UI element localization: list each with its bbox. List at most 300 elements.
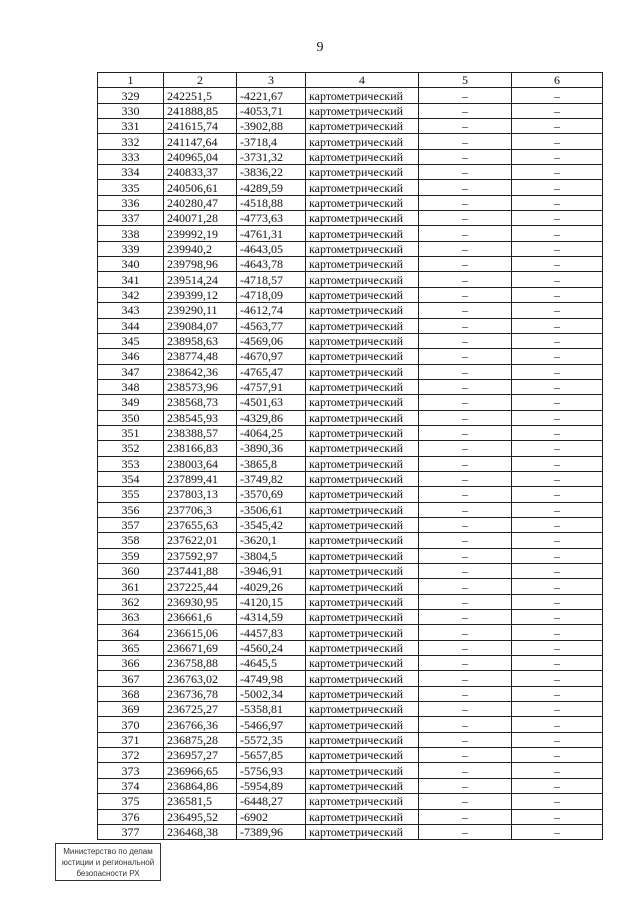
table-header-row bbox=[98, 73, 603, 88]
column-header: 1 bbox=[98, 73, 164, 88]
table-cell: 348 bbox=[98, 379, 164, 394]
table-cell: 240280,47 bbox=[164, 195, 237, 210]
table-cell: – bbox=[512, 625, 603, 640]
table-cell: – bbox=[419, 272, 512, 287]
table-cell: -4718,09 bbox=[237, 287, 306, 302]
table-cell: картометрический bbox=[306, 594, 419, 609]
table-cell: – bbox=[419, 410, 512, 425]
table-cell: -5756,93 bbox=[237, 763, 306, 778]
table-cell: -4457,83 bbox=[237, 625, 306, 640]
table-cell: – bbox=[512, 564, 603, 579]
table-cell: 236875,28 bbox=[164, 732, 237, 747]
table-cell: 359 bbox=[98, 548, 164, 563]
table-cell: -4289,59 bbox=[237, 180, 306, 195]
table-cell: 237803,13 bbox=[164, 487, 237, 502]
table-cell: 236661,6 bbox=[164, 610, 237, 625]
table-cell: 358 bbox=[98, 533, 164, 548]
table-cell: 238573,96 bbox=[164, 379, 237, 394]
table-cell: картометрический bbox=[306, 533, 419, 548]
table-cell: – bbox=[419, 257, 512, 272]
table-cell: – bbox=[419, 579, 512, 594]
table-cell: -4749,98 bbox=[237, 671, 306, 686]
table-cell: 366 bbox=[98, 656, 164, 671]
table-cell: -4670,97 bbox=[237, 349, 306, 364]
table-cell: – bbox=[419, 533, 512, 548]
table-row bbox=[98, 671, 603, 686]
table-row bbox=[98, 211, 603, 226]
table-cell: – bbox=[512, 257, 603, 272]
table-row bbox=[98, 333, 603, 348]
table-cell: картометрический bbox=[306, 211, 419, 226]
table-cell: – bbox=[419, 656, 512, 671]
table-cell: картометрический bbox=[306, 441, 419, 456]
table-cell: 330 bbox=[98, 103, 164, 118]
table-cell: картометрический bbox=[306, 195, 419, 210]
table-cell: – bbox=[512, 425, 603, 440]
table-cell: 363 bbox=[98, 610, 164, 625]
table-cell: 370 bbox=[98, 717, 164, 732]
table-row bbox=[98, 88, 603, 103]
table-cell: – bbox=[512, 548, 603, 563]
table-cell: – bbox=[419, 333, 512, 348]
table-cell: 239514,24 bbox=[164, 272, 237, 287]
table-cell: – bbox=[419, 165, 512, 180]
table-cell: картометрический bbox=[306, 318, 419, 333]
table-cell: 238774,48 bbox=[164, 349, 237, 364]
table-cell: 333 bbox=[98, 149, 164, 164]
table-cell: картометрический bbox=[306, 610, 419, 625]
table-cell: – bbox=[419, 748, 512, 763]
table-cell: картометрический bbox=[306, 134, 419, 149]
table-cell: 239798,96 bbox=[164, 257, 237, 272]
table-cell: картометрический bbox=[306, 257, 419, 272]
table-cell: 377 bbox=[98, 824, 164, 839]
table-cell: -3731,32 bbox=[237, 149, 306, 164]
table-cell: 238958,63 bbox=[164, 333, 237, 348]
table-cell: – bbox=[419, 195, 512, 210]
table-cell: -4560,24 bbox=[237, 640, 306, 655]
table-cell: картометрический bbox=[306, 502, 419, 517]
table-cell: 236957,27 bbox=[164, 748, 237, 763]
table-row bbox=[98, 149, 603, 164]
table-cell: 357 bbox=[98, 517, 164, 532]
table-cell: -3946,91 bbox=[237, 564, 306, 579]
table-cell: – bbox=[512, 471, 603, 486]
table-cell: картометрический bbox=[306, 517, 419, 532]
page-number: 9 bbox=[316, 40, 324, 55]
table-cell: картометрический bbox=[306, 732, 419, 747]
table-cell: – bbox=[512, 410, 603, 425]
table-cell: 237655,63 bbox=[164, 517, 237, 532]
table-cell: 236763,02 bbox=[164, 671, 237, 686]
table-cell: картометрический bbox=[306, 149, 419, 164]
table-cell: – bbox=[512, 195, 603, 210]
table-cell: картометрический bbox=[306, 640, 419, 655]
table-cell: 341 bbox=[98, 272, 164, 287]
table-cell: 240833,37 bbox=[164, 165, 237, 180]
table-cell: 236864,86 bbox=[164, 778, 237, 793]
table-cell: – bbox=[419, 610, 512, 625]
table-cell: – bbox=[419, 824, 512, 839]
table-cell: 340 bbox=[98, 257, 164, 272]
table-cell: – bbox=[512, 748, 603, 763]
table-cell: картометрический bbox=[306, 487, 419, 502]
table-cell: – bbox=[419, 379, 512, 394]
table-cell: – bbox=[512, 441, 603, 456]
table-cell: 369 bbox=[98, 702, 164, 717]
table-cell: -4757,91 bbox=[237, 379, 306, 394]
table-row bbox=[98, 732, 603, 747]
stamp-line: безопасности РХ bbox=[76, 869, 140, 878]
ministry-stamp bbox=[55, 843, 161, 881]
table-cell: -4569,06 bbox=[237, 333, 306, 348]
table-row bbox=[98, 625, 603, 640]
table-cell: 237706,3 bbox=[164, 502, 237, 517]
table-row bbox=[98, 195, 603, 210]
table-cell: 376 bbox=[98, 809, 164, 824]
table-cell: – bbox=[512, 226, 603, 241]
table-cell: картометрический bbox=[306, 410, 419, 425]
table-cell: 236615,06 bbox=[164, 625, 237, 640]
table-cell: 339 bbox=[98, 241, 164, 256]
table-cell: 242251,5 bbox=[164, 88, 237, 103]
table-cell: – bbox=[512, 349, 603, 364]
table-cell: 241615,74 bbox=[164, 119, 237, 134]
table-row bbox=[98, 564, 603, 579]
table-cell: 336 bbox=[98, 195, 164, 210]
table-cell: -5002,34 bbox=[237, 686, 306, 701]
table-row bbox=[98, 533, 603, 548]
table-cell: 332 bbox=[98, 134, 164, 149]
table-cell: 236758,88 bbox=[164, 656, 237, 671]
table-cell: картометрический bbox=[306, 763, 419, 778]
table-cell: – bbox=[419, 395, 512, 410]
table-cell: 238166,83 bbox=[164, 441, 237, 456]
table-cell: – bbox=[419, 441, 512, 456]
table-cell: картометрический bbox=[306, 824, 419, 839]
table-cell: – bbox=[419, 149, 512, 164]
table-cell: -3718,4 bbox=[237, 134, 306, 149]
table-row bbox=[98, 165, 603, 180]
table-row bbox=[98, 656, 603, 671]
table-cell: -4718,57 bbox=[237, 272, 306, 287]
table-cell: картометрический bbox=[306, 456, 419, 471]
table-cell: картометрический bbox=[306, 425, 419, 440]
table-cell: картометрический bbox=[306, 303, 419, 318]
table-cell: -4773,63 bbox=[237, 211, 306, 226]
table-row bbox=[98, 794, 603, 809]
table-cell: -4643,05 bbox=[237, 241, 306, 256]
table-cell: картометрический bbox=[306, 226, 419, 241]
table-cell: 236581,5 bbox=[164, 794, 237, 809]
table-cell: 344 bbox=[98, 318, 164, 333]
table-cell: – bbox=[512, 119, 603, 134]
table-cell: картометрический bbox=[306, 272, 419, 287]
table-cell: 238545,93 bbox=[164, 410, 237, 425]
table-cell: – bbox=[512, 272, 603, 287]
table-cell: – bbox=[419, 287, 512, 302]
table-cell: – bbox=[419, 717, 512, 732]
table-cell: 374 bbox=[98, 778, 164, 793]
table-cell: – bbox=[512, 241, 603, 256]
table-cell: -4314,59 bbox=[237, 610, 306, 625]
table-cell: – bbox=[419, 548, 512, 563]
table-cell: картометрический bbox=[306, 778, 419, 793]
table-cell: – bbox=[419, 364, 512, 379]
table-row bbox=[98, 824, 603, 839]
table-cell: – bbox=[419, 487, 512, 502]
table-cell: – bbox=[419, 517, 512, 532]
table-row bbox=[98, 395, 603, 410]
table-cell: – bbox=[419, 625, 512, 640]
table-cell: 238388,57 bbox=[164, 425, 237, 440]
table-cell: картометрический bbox=[306, 656, 419, 671]
table-row bbox=[98, 241, 603, 256]
table-cell: -3804,5 bbox=[237, 548, 306, 563]
table-cell: -4221,67 bbox=[237, 88, 306, 103]
table-cell: – bbox=[419, 640, 512, 655]
table-row bbox=[98, 471, 603, 486]
table-cell: -4645,5 bbox=[237, 656, 306, 671]
table-cell: -4501,63 bbox=[237, 395, 306, 410]
table-cell: – bbox=[512, 794, 603, 809]
table-cell: – bbox=[419, 88, 512, 103]
table-row bbox=[98, 103, 603, 118]
table-row bbox=[98, 686, 603, 701]
table-cell: 352 bbox=[98, 441, 164, 456]
table-cell: 343 bbox=[98, 303, 164, 318]
table-cell: 237441,88 bbox=[164, 564, 237, 579]
table-cell: картометрический bbox=[306, 748, 419, 763]
table-cell: 240506,61 bbox=[164, 180, 237, 195]
table-cell: -3545,42 bbox=[237, 517, 306, 532]
table-cell: 238642,36 bbox=[164, 364, 237, 379]
table-row bbox=[98, 748, 603, 763]
table-cell: -4053,71 bbox=[237, 103, 306, 118]
table-cell: – bbox=[419, 594, 512, 609]
table-cell: 373 bbox=[98, 763, 164, 778]
table-row bbox=[98, 410, 603, 425]
table-cell: 237899,41 bbox=[164, 471, 237, 486]
table-cell: – bbox=[419, 778, 512, 793]
table-cell: 361 bbox=[98, 579, 164, 594]
table-cell: – bbox=[512, 88, 603, 103]
table-cell: – bbox=[419, 134, 512, 149]
table-cell: – bbox=[419, 119, 512, 134]
table-cell: 238003,64 bbox=[164, 456, 237, 471]
table-row bbox=[98, 610, 603, 625]
table-cell: – bbox=[419, 686, 512, 701]
table-cell: – bbox=[419, 103, 512, 118]
table-cell: 236495,52 bbox=[164, 809, 237, 824]
table-cell: 338 bbox=[98, 226, 164, 241]
table-cell: -4064,25 bbox=[237, 425, 306, 440]
table-cell: – bbox=[419, 303, 512, 318]
table-cell: картометрический bbox=[306, 165, 419, 180]
table-row bbox=[98, 272, 603, 287]
table-cell: картометрический bbox=[306, 103, 419, 118]
table-cell: – bbox=[512, 165, 603, 180]
table-cell: 238568,73 bbox=[164, 395, 237, 410]
table-cell: -6902 bbox=[237, 809, 306, 824]
table-cell: – bbox=[512, 502, 603, 517]
table-cell: 337 bbox=[98, 211, 164, 226]
table-cell: – bbox=[419, 502, 512, 517]
table-cell: 362 bbox=[98, 594, 164, 609]
table-cell: – bbox=[512, 686, 603, 701]
table-row bbox=[98, 349, 603, 364]
table-row bbox=[98, 487, 603, 502]
table-cell: – bbox=[512, 303, 603, 318]
table-cell: картометрический bbox=[306, 241, 419, 256]
table-cell: – bbox=[512, 149, 603, 164]
table-cell: – bbox=[512, 517, 603, 532]
table-cell: 240965,04 bbox=[164, 149, 237, 164]
table-cell: 360 bbox=[98, 564, 164, 579]
table-cell: -5466,97 bbox=[237, 717, 306, 732]
table-cell: -4518,88 bbox=[237, 195, 306, 210]
table-cell: – bbox=[419, 180, 512, 195]
table-cell: – bbox=[512, 579, 603, 594]
table-cell: – bbox=[512, 778, 603, 793]
table-cell: 329 bbox=[98, 88, 164, 103]
table-cell: картометрический bbox=[306, 88, 419, 103]
table-cell: 371 bbox=[98, 732, 164, 747]
table-row bbox=[98, 441, 603, 456]
table-cell: -4612,74 bbox=[237, 303, 306, 318]
table-row bbox=[98, 579, 603, 594]
table-cell: 355 bbox=[98, 487, 164, 502]
table-cell: 354 bbox=[98, 471, 164, 486]
table-cell: – bbox=[512, 180, 603, 195]
table-cell: 349 bbox=[98, 395, 164, 410]
table-cell: -6448,27 bbox=[237, 794, 306, 809]
table-row bbox=[98, 318, 603, 333]
table-cell: – bbox=[512, 333, 603, 348]
table-cell: 239399,12 bbox=[164, 287, 237, 302]
table-cell: – bbox=[419, 809, 512, 824]
table-row bbox=[98, 303, 603, 318]
table-cell: – bbox=[512, 640, 603, 655]
table-cell: – bbox=[512, 487, 603, 502]
table-row bbox=[98, 180, 603, 195]
table-cell: картометрический bbox=[306, 686, 419, 701]
table-cell: картометрический bbox=[306, 287, 419, 302]
table-cell: 237592,97 bbox=[164, 548, 237, 563]
table-cell: картометрический bbox=[306, 333, 419, 348]
table-cell: – bbox=[512, 318, 603, 333]
table-cell: – bbox=[419, 349, 512, 364]
table-cell: – bbox=[512, 824, 603, 839]
table-cell: 239940,2 bbox=[164, 241, 237, 256]
table-cell: – bbox=[419, 211, 512, 226]
table-cell: 375 bbox=[98, 794, 164, 809]
column-header: 3 bbox=[237, 73, 306, 88]
table-cell: картометрический bbox=[306, 119, 419, 134]
table-cell: 237622,01 bbox=[164, 533, 237, 548]
table-cell: – bbox=[512, 594, 603, 609]
table-cell: – bbox=[419, 318, 512, 333]
table-cell: – bbox=[512, 533, 603, 548]
table-cell: -5657,85 bbox=[237, 748, 306, 763]
table-cell: – bbox=[419, 226, 512, 241]
table-cell: -3570,69 bbox=[237, 487, 306, 502]
table-row bbox=[98, 134, 603, 149]
table-cell: картометрический bbox=[306, 548, 419, 563]
table-cell: картометрический bbox=[306, 579, 419, 594]
table-cell: картометрический bbox=[306, 671, 419, 686]
table-cell: – bbox=[512, 456, 603, 471]
table-cell: 342 bbox=[98, 287, 164, 302]
table-row bbox=[98, 379, 603, 394]
table-cell: картометрический bbox=[306, 625, 419, 640]
table-cell: 236468,38 bbox=[164, 824, 237, 839]
table-cell: -4761,31 bbox=[237, 226, 306, 241]
table-cell: -3620,1 bbox=[237, 533, 306, 548]
table-row bbox=[98, 717, 603, 732]
table-row bbox=[98, 548, 603, 563]
table-cell: – bbox=[419, 763, 512, 778]
table-cell: – bbox=[419, 794, 512, 809]
table-cell: 236966,65 bbox=[164, 763, 237, 778]
table-cell: 367 bbox=[98, 671, 164, 686]
table-row bbox=[98, 456, 603, 471]
table-cell: – bbox=[512, 379, 603, 394]
table-cell: 236725,27 bbox=[164, 702, 237, 717]
table-cell: -3836,22 bbox=[237, 165, 306, 180]
table-cell: 351 bbox=[98, 425, 164, 440]
table-cell: 236766,36 bbox=[164, 717, 237, 732]
table-row bbox=[98, 287, 603, 302]
table-row bbox=[98, 702, 603, 717]
table-cell: 239084,07 bbox=[164, 318, 237, 333]
table-cell: 241147,64 bbox=[164, 134, 237, 149]
stamp-line: юстиции и региональной bbox=[61, 858, 155, 867]
table-cell: картометрический bbox=[306, 809, 419, 824]
table-cell: 335 bbox=[98, 180, 164, 195]
stamp-line: Министерство по делам bbox=[63, 847, 153, 856]
table-cell: 353 bbox=[98, 456, 164, 471]
table-cell: – bbox=[512, 364, 603, 379]
table-cell: 350 bbox=[98, 410, 164, 425]
table-cell: 365 bbox=[98, 640, 164, 655]
table-cell: – bbox=[512, 763, 603, 778]
table-cell: – bbox=[512, 702, 603, 717]
table-cell: – bbox=[512, 103, 603, 118]
table-row bbox=[98, 763, 603, 778]
table-body bbox=[98, 88, 603, 840]
table-cell: 334 bbox=[98, 165, 164, 180]
table-cell: 346 bbox=[98, 349, 164, 364]
table-row bbox=[98, 778, 603, 793]
table-cell: -3902,88 bbox=[237, 119, 306, 134]
table-cell: 331 bbox=[98, 119, 164, 134]
table-cell: картометрический bbox=[306, 794, 419, 809]
table-cell: – bbox=[512, 395, 603, 410]
table-row bbox=[98, 257, 603, 272]
column-header: 4 bbox=[306, 73, 419, 88]
table-cell: – bbox=[512, 809, 603, 824]
table-cell: 364 bbox=[98, 625, 164, 640]
table-cell: картометрический bbox=[306, 717, 419, 732]
table-cell: картометрический bbox=[306, 349, 419, 364]
column-header: 5 bbox=[419, 73, 512, 88]
table-row bbox=[98, 364, 603, 379]
table-cell: -4765,47 bbox=[237, 364, 306, 379]
table-row bbox=[98, 809, 603, 824]
table-cell: – bbox=[419, 671, 512, 686]
table-cell: 372 bbox=[98, 748, 164, 763]
